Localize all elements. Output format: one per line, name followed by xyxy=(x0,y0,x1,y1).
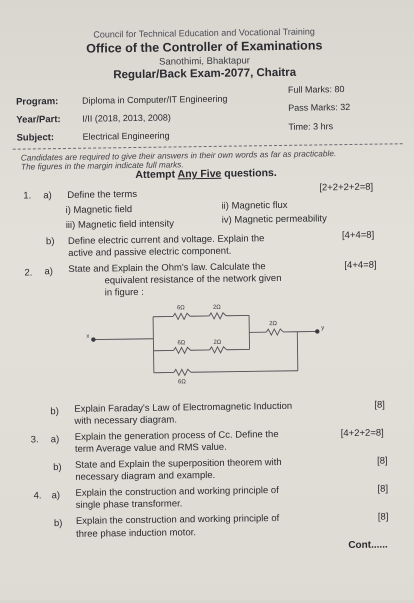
q4b-marks: [8] xyxy=(378,511,389,522)
q4-number: 4. xyxy=(33,490,41,501)
q1a-label: a) xyxy=(43,190,52,201)
office-title: Office of the Controller of Examinations xyxy=(0,37,411,57)
left-bus xyxy=(153,317,154,373)
full-marks: Full Marks: 80 xyxy=(288,84,345,95)
label-r-top-left: 6Ω xyxy=(177,305,185,311)
resistor-mid-right xyxy=(209,347,226,353)
q3a-marks: [4+2+2=8] xyxy=(341,428,384,440)
resistor-network-diagram xyxy=(81,294,332,389)
label-y: y xyxy=(321,325,324,331)
terminal-y xyxy=(315,329,319,333)
q1b-line-2: active and passive electric component. xyxy=(68,246,231,259)
yearpart-value: I/II (2018, 2013, 2008) xyxy=(82,112,171,123)
q3b-marks: [8] xyxy=(377,455,388,466)
resistor-top-left xyxy=(173,313,190,319)
q1b-label: b) xyxy=(46,236,55,247)
q2b-label: b) xyxy=(50,406,59,417)
q2b-line-1: Explain Faraday's Law of Electromagnetic Induction xyxy=(74,401,292,415)
q1a-item-i: i) Magnetic field xyxy=(65,204,132,216)
divider xyxy=(13,143,403,149)
q4a-label: a) xyxy=(51,490,60,501)
q2a-marks: [4+4=8] xyxy=(344,260,376,271)
address: Sanothimi, Bhaktapur xyxy=(0,53,412,70)
q1b-marks: [4+4=8] xyxy=(342,230,374,241)
q2a-line-1: State and Explain the Ohm's law. Calculate the xyxy=(68,261,265,275)
instruction-line-1: Candidates are required to give their answers in their own words as far as practicable. xyxy=(21,148,337,162)
q2a-line-2: equivalent resistance of the network given xyxy=(104,273,281,286)
q1b-line-1: Define electric current and voltage. Explain the xyxy=(68,233,265,247)
resistor-top-right xyxy=(209,313,226,319)
label-r-top-right: 2Ω xyxy=(213,305,221,311)
right-bus xyxy=(297,332,298,371)
time-allowed: Time: 3 hrs xyxy=(288,121,333,132)
label-x: x xyxy=(86,334,89,340)
pass-marks: Pass Marks: 32 xyxy=(288,102,350,113)
q3a-line-2: term Average value and RMS value. xyxy=(75,442,227,455)
q1a-item-iii: iii) Magnetic field intensity xyxy=(66,218,174,231)
q4a-marks: [8] xyxy=(377,483,388,494)
q4b-label: b) xyxy=(54,518,63,529)
label-r-mid-right: 2Ω xyxy=(213,340,221,346)
attempt-suffix: questions. xyxy=(221,167,277,180)
yearpart-label: Year/Part: xyxy=(16,114,61,126)
label-r-mid-left: 6Ω xyxy=(177,340,185,346)
q3b-line-2: necessary diagram and example. xyxy=(75,470,215,483)
q3a-label: a) xyxy=(51,434,60,445)
program-label: Program: xyxy=(16,96,58,108)
q1a-marks: [2+2+2+2=8] xyxy=(319,182,373,194)
label-r-bottom: 6Ω xyxy=(178,379,186,385)
attempt-prefix: Attempt xyxy=(135,168,177,181)
q3b-line-1: State and Explain the superposition theorem with xyxy=(75,457,282,471)
q3b-label: b) xyxy=(53,462,62,473)
instruction-line-2: The figures in the margin indicate full marks. xyxy=(21,159,184,171)
q2b-marks: [8] xyxy=(374,400,385,411)
q2-number: 2. xyxy=(24,267,32,278)
attempt-emphasis: Any Five xyxy=(177,168,221,181)
q1a-item-iv: iv) Magnetic permeability xyxy=(222,213,327,225)
q4b-line-1: Explain the construction and working principle of xyxy=(76,513,279,527)
resistor-series xyxy=(266,329,283,335)
exam-title: Regular/Back Exam-2077, Chaitra xyxy=(0,65,412,83)
q2b-line-2: with necessary diagram. xyxy=(74,414,177,426)
q4a-line-2: single phase transformer. xyxy=(76,498,183,510)
label-r-series: 2Ω xyxy=(269,321,277,327)
q1a-text: Define the terms xyxy=(67,189,137,201)
subject-value: Electrical Engineering xyxy=(82,131,169,142)
q3a-line-1: Explain the generation process of Cc. Define the xyxy=(75,429,279,443)
continued-marker: Cont...... xyxy=(348,540,388,552)
q3-number: 3. xyxy=(31,434,39,445)
subject-label: Subject: xyxy=(16,132,54,144)
q2a-line-3: in figure : xyxy=(105,287,144,299)
q2a-label: a) xyxy=(44,266,53,277)
terminal-x xyxy=(91,337,95,341)
q4b-line-2: three phase induction motor. xyxy=(76,527,196,540)
resistor-mid-left xyxy=(173,347,190,353)
q1a-item-ii: ii) Magnetic flux xyxy=(221,200,287,212)
program-value: Diploma in Computer/IT Engineering xyxy=(82,94,228,106)
q4a-line-1: Explain the construction and working principle of xyxy=(75,485,278,499)
q1-number: 1. xyxy=(23,190,31,201)
resistor-bottom xyxy=(174,369,191,375)
wire-x xyxy=(93,339,153,340)
council-name: Council for Technical Education and Vocational Training xyxy=(0,25,411,41)
